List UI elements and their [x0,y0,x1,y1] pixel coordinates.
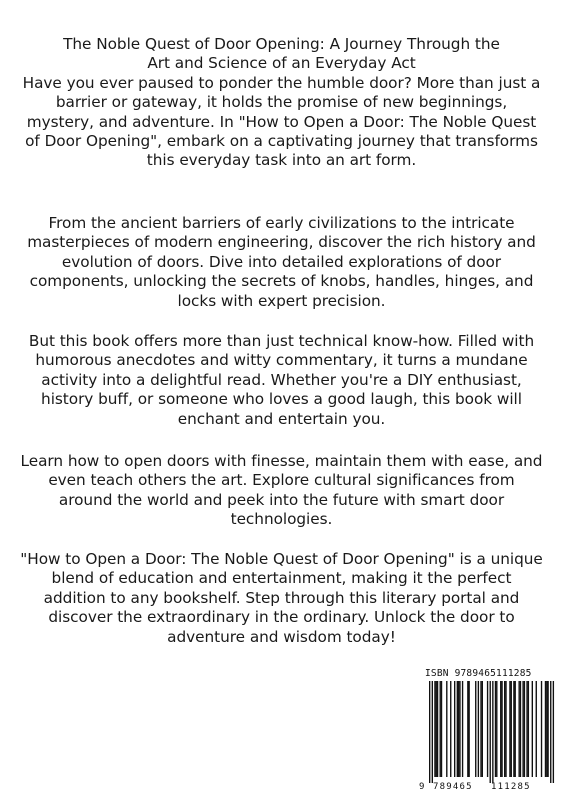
barcode-bar [490,681,491,783]
barcode-bar [457,681,458,777]
barcode-bar [532,681,533,777]
barcode-bar [475,681,476,777]
barcode-bar [526,681,527,777]
barcode-bar [553,681,554,783]
barcode-bar [487,681,488,777]
barcode-bar [505,681,506,777]
barcode-bar [536,681,537,777]
barcode-bar [495,681,496,777]
isbn-label: ISBN 9789465111285 [425,668,532,679]
barcode-bar [454,681,455,777]
barcode-bar [547,681,548,777]
barcode-bar [480,681,481,777]
book-title-line-1: The Noble Quest of Door Opening: A Journey Through the [63,35,500,53]
barcode-bar [437,681,438,777]
barcode-bar [511,681,512,777]
isbn-digits-right: 111285 [491,782,531,792]
barcode-bar [520,681,521,777]
blurb-paragraph-1: Have you ever paused to ponder the humble door? More than just a barrier or gateway, it holds the promise of new beginnings, mystery, and adventure. In "How to Open a Door: The Noble Quest of Door Opening", embark on a captivating journey that transforms this everyday task into an art form. [22,73,541,170]
barcode-bar [513,681,514,777]
book-title-line-2: Art and Science of an Everyday Act [147,54,416,73]
barcode-bar [524,681,525,777]
isbn-digits-left: 789465 [433,782,473,792]
barcode-bar [429,681,430,783]
barcode-bar [496,681,497,777]
barcode-bar [545,681,546,777]
barcode-bar [518,681,519,777]
barcode-bar [550,681,551,783]
barcode-bar [450,681,451,777]
blurb-paragraph-4: Learn how to open doors with finesse, maintain them with ease, and even teach others the art. Explore cultural significances from around the world and peek into the future with smart door technologies. [20,452,543,529]
barcode-bar [467,681,468,777]
blurb-paragraph-5: "How to Open a Door: The Noble Quest of Door Opening" is a unique blend of education and entertainment, making it the perfect addition to any bookshelf. Step through this literary portal and discover the extraordinary in the ordinary. Unlock the door to adventure and wisdom today! [20,550,543,646]
barcode-bar [468,681,469,777]
barcode-bar [482,681,483,777]
barcode-bar [515,681,516,777]
blurb-paragraph-3: But this book offers more than just technical know-how. Filled with humorous anecdotes and witty commentary, it turns a mundane activity into a delightful read. Whether you're a DIY enthusiast, history buff, or someone who loves a good laugh, this book will enchant and entertain you. [28,332,535,428]
barcode-bar [459,681,460,777]
barcode-bar [462,681,463,777]
barcode-bar [528,681,529,777]
isbn-digit-lead: 9 [419,782,425,792]
barcode-bar [478,681,479,777]
barcode-bar [509,681,510,777]
barcode-bar [504,681,505,777]
barcode-bar [446,681,447,777]
barcode-bar [432,681,433,783]
blurb-paragraph-2: From the ancient barriers of early civilizations to the intricate masterpieces of modern engineering, discover the rich history and evolution of doors. Dive into detailed explorations of door components, unlocking the secrets of knobs, handles, hinges, and locks with expert precision. [27,214,536,310]
blurb-intro [20,35,543,171]
barcode-bar [500,681,501,777]
barcode-bar [492,681,493,783]
barcode-bar [436,681,437,777]
isbn-barcode [419,668,556,796]
barcode-bar [458,681,459,777]
barcode-bar [441,681,442,777]
barcode-bar [522,681,523,777]
barcode-bar [546,681,547,777]
barcode-bar [440,681,441,777]
barcode-bars-icon [419,681,556,783]
barcode-bar [541,681,542,777]
barcode-bar [434,681,435,777]
barcode-bar [501,681,502,777]
